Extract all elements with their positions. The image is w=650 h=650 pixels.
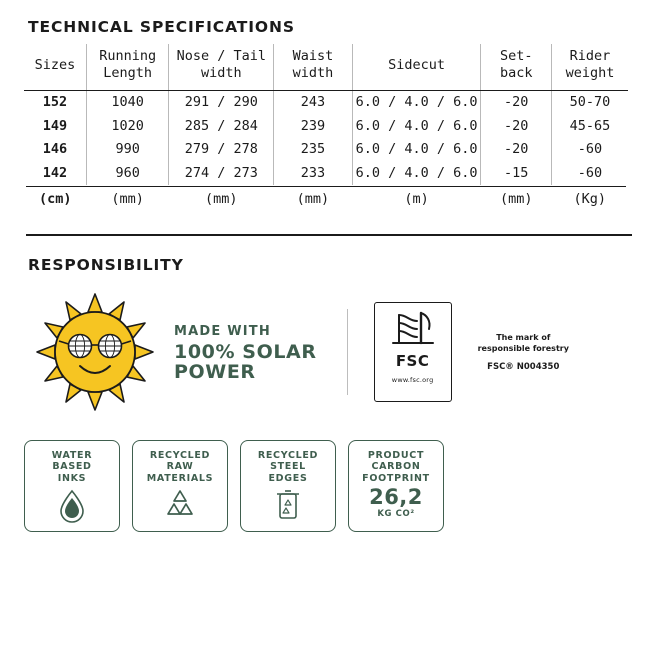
cell-setback: -15 — [481, 162, 551, 186]
column-header-running-line2: Length — [103, 65, 153, 81]
fsc-url[interactable]: www.fsc.org — [391, 375, 434, 384]
cell-nose-tail-width: 285 / 284 — [169, 115, 274, 139]
solar-power-row — [24, 292, 628, 412]
column-header-sizes — [24, 44, 86, 90]
cell-setback: -20 — [481, 115, 551, 139]
column-header-rider-weight — [551, 44, 628, 90]
cell-nose-tail-width: 279 / 278 — [169, 138, 274, 162]
column-header-setback — [481, 44, 551, 90]
badge-line-2: STEEL — [270, 461, 306, 472]
badge-line-1: RECYCLED — [257, 449, 319, 461]
cell-running-length: 990 — [86, 138, 169, 162]
badge-recycled-raw-materials — [132, 440, 228, 532]
cell-setback: -20 — [481, 91, 551, 115]
column-header-sizes-line1: Sizes — [34, 56, 76, 73]
column-header-running-line1: Running — [99, 48, 157, 64]
badge-label — [52, 450, 92, 485]
badge-line-3: INKS — [57, 472, 87, 484]
cell-sidecut: 6.0 / 4.0 / 6.0 — [352, 91, 481, 115]
badge-line-3: MATERIALS — [146, 472, 214, 484]
cell-waist-width: 235 — [274, 138, 353, 162]
badge-line-1: PRODUCT — [367, 449, 425, 461]
table-header — [24, 44, 628, 91]
column-header-rider-line1: Rider — [569, 48, 611, 64]
column-header-waist-width — [274, 44, 353, 90]
cell-size: 146 — [24, 138, 86, 162]
cell-nose-tail-width: 274 / 273 — [169, 162, 274, 186]
cell-nose-tail-width: 291 / 290 — [169, 91, 274, 115]
table-row — [24, 115, 628, 139]
cell-sidecut: 6.0 / 4.0 / 6.0 — [352, 162, 481, 186]
fsc-mark-line-2: responsible forestry — [477, 343, 569, 353]
column-header-sidecut — [352, 44, 481, 90]
table-body — [24, 91, 628, 212]
column-header-sidecut-line1: Sidecut — [388, 56, 446, 73]
unit-running-length: (mm) — [111, 191, 144, 207]
carbon-footprint-unit: KG CO² — [377, 509, 415, 519]
unit-rider-weight: (Kg) — [573, 191, 606, 207]
cell-rider-weight: 50-70 — [569, 94, 611, 110]
cell-size: 142 — [24, 162, 86, 186]
cell-running-length: 960 — [86, 162, 169, 186]
badge-line-1: RECYCLED — [149, 449, 211, 461]
unit-setback: (mm) — [499, 191, 533, 207]
cell-setback: -20 — [481, 138, 551, 162]
cell-rider-weight: -60 — [577, 141, 603, 157]
recycling-icon — [162, 488, 198, 524]
column-header-running-length — [86, 44, 169, 90]
unit-nose-tail-width: (mm) — [205, 191, 238, 207]
badge-water-based-inks — [24, 440, 120, 532]
cell-waist-width: 239 — [274, 115, 353, 139]
unit-sidecut: (m) — [404, 191, 429, 207]
recycle-bin-icon — [273, 488, 303, 526]
cell-size: 152 — [24, 91, 86, 115]
cell-running-length: 1020 — [86, 115, 169, 139]
badge-label — [258, 450, 318, 485]
cell-sidecut: 6.0 / 4.0 / 6.0 — [352, 115, 481, 139]
solar-power-text — [174, 322, 317, 382]
sun-icon — [24, 292, 166, 412]
fsc-logo — [374, 302, 452, 402]
carbon-footprint-value: 26,2 — [369, 485, 423, 509]
badge-line-1: WATER — [51, 449, 93, 461]
solar-line-2: 100% SOLAR — [174, 340, 317, 363]
unit-waist-width: (mm) — [296, 191, 330, 207]
column-header-nose-line1: Nose / Tail — [176, 48, 266, 64]
badge-recycled-steel-edges — [240, 440, 336, 532]
table-units-row — [24, 188, 628, 212]
fsc-tree-icon — [391, 309, 435, 351]
unit-size: (cm) — [38, 191, 72, 207]
cell-rider-weight: 45-65 — [569, 117, 611, 134]
section-divider — [26, 234, 632, 236]
column-header-nose-line2: width — [200, 65, 242, 81]
badge-line-3: FOOTPRINT — [362, 472, 430, 484]
column-header-nose-tail-width — [169, 44, 274, 90]
badge-label — [362, 450, 430, 485]
responsibility-title: RESPONSIBILITY — [28, 255, 184, 274]
column-header-waist-line1: Waist — [292, 48, 334, 64]
table-row — [24, 91, 628, 115]
cell-rider-weight: -60 — [577, 164, 603, 181]
vertical-divider — [347, 309, 348, 395]
column-header-waist-line2: width — [292, 65, 334, 81]
badge-line-2: CARBON — [371, 461, 421, 472]
responsibility-section — [24, 256, 628, 532]
cell-waist-width: 243 — [274, 91, 353, 115]
fsc-code: FSC® N004350 — [487, 361, 560, 372]
column-header-setback-line2: back — [499, 65, 533, 81]
eco-badges — [24, 440, 628, 532]
badge-line-2: BASED — [52, 461, 92, 472]
water-drop-icon — [55, 488, 89, 528]
fsc-mark-line-1: The mark of — [496, 332, 551, 342]
cell-sidecut: 6.0 / 4.0 / 6.0 — [352, 138, 481, 162]
solar-line-1: MADE WITH — [174, 323, 271, 339]
table-row — [24, 162, 628, 186]
badge-line-3: EDGES — [268, 472, 308, 484]
cell-running-length: 1040 — [86, 91, 169, 115]
badge-label — [147, 450, 213, 485]
table-row — [24, 138, 628, 162]
column-header-rider-line2: weight — [565, 65, 615, 81]
column-header-setback-line1: Set- — [499, 48, 533, 64]
badge-product-carbon-footprint — [348, 440, 444, 532]
fsc-description — [478, 332, 569, 372]
cell-waist-width: 233 — [274, 162, 353, 186]
fsc-label: FSC — [395, 351, 430, 370]
badge-line-2: RAW — [166, 461, 194, 472]
technical-specifications-table — [24, 44, 628, 212]
page-title: TECHNICAL SPECIFICATIONS — [28, 18, 295, 36]
cell-size: 149 — [24, 115, 86, 139]
solar-line-3: POWER — [174, 360, 256, 383]
